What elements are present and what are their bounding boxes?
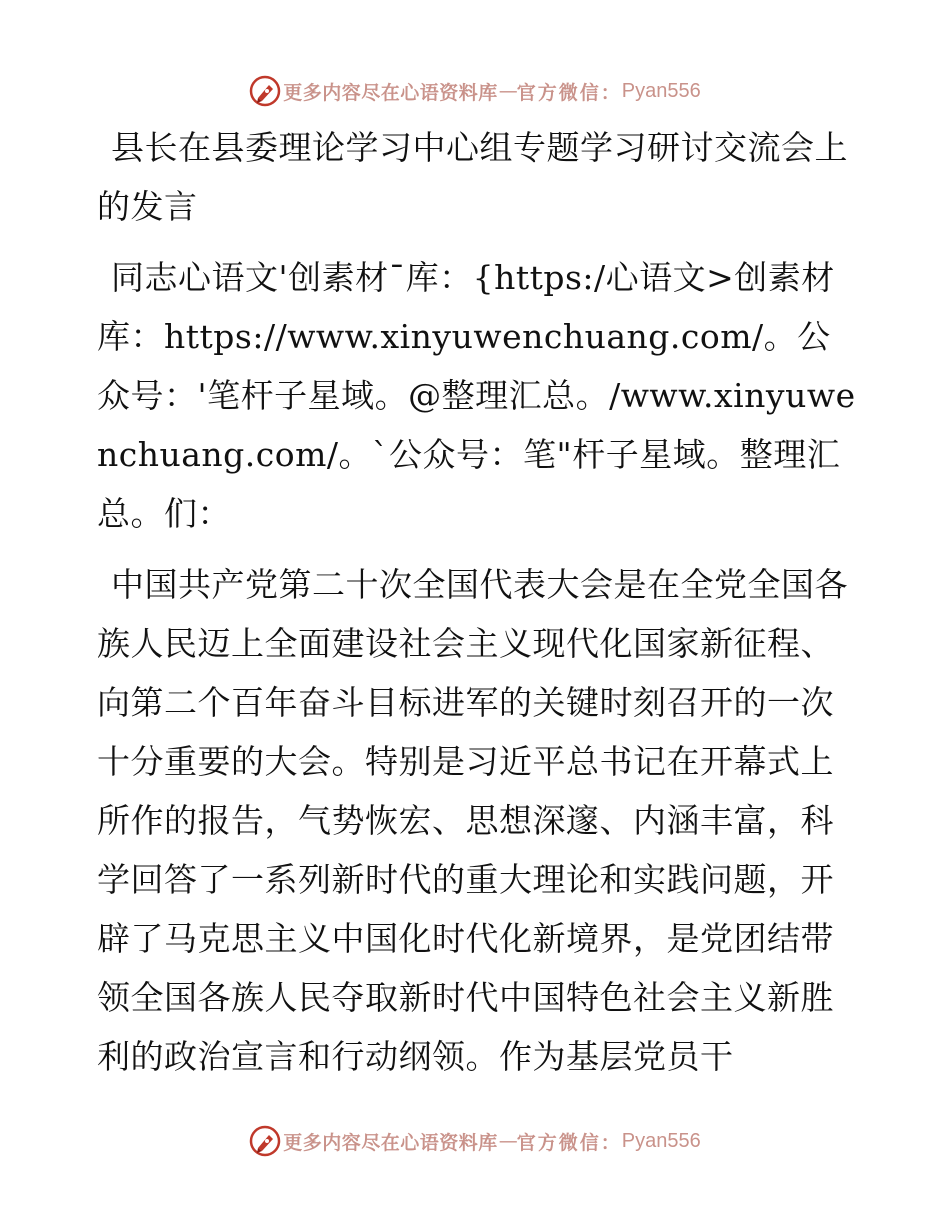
watermark-label: 更多内容尽在心语资料库	[283, 1131, 498, 1154]
document-body	[97, 118, 857, 1086]
watermark-handle: Pyan556	[621, 79, 701, 102]
document-meta-paragraph: 同志心语文'创素材¯库：{https:/心语文>创素材库：https://www.xinyuwenchuang.com/。公众号：'笔杆子星域。@整理汇总。/www.xinyuwenchuang.com/。`公众号：笔"杆子星域。整理汇总。们：	[97, 258, 856, 533]
header-watermark	[0, 71, 950, 111]
document-title: 县长在县委理论学习中心组专题学习研讨交流会上的发言	[97, 128, 848, 226]
watermark-separator: —	[498, 1130, 516, 1152]
watermark-label: 更多内容尽在心语资料库	[283, 81, 498, 104]
document-main-paragraph: 中国共产党第二十次全国代表大会是在全党全国各族人民迈上全面建设社会主义现代化国家新征程、向第二个百年奋斗目标进军的关键时刻召开的一次十分重要的大会。特别是习近平总书记在开幕式上所作的报告，气势恢宏、思想深邃、内涵丰富，科学回答了一系列新时代的重大理论和实践问题，开辟了马克思主义中国化时代化新境界，是党团结带领全国各族人民夺取新时代中国特色社会主义新胜利的政治宣言和行动纲领。作为基层党员干	[97, 565, 848, 1076]
watermark-sub-label: 官方微信：	[516, 81, 622, 104]
pen-nib-circle-icon	[249, 75, 281, 107]
footer-watermark	[0, 1121, 950, 1161]
watermark-separator: —	[498, 80, 516, 102]
watermark-sub-label: 官方微信：	[516, 1131, 622, 1154]
pen-nib-circle-icon	[249, 1125, 281, 1157]
watermark-handle: Pyan556	[621, 1129, 701, 1152]
